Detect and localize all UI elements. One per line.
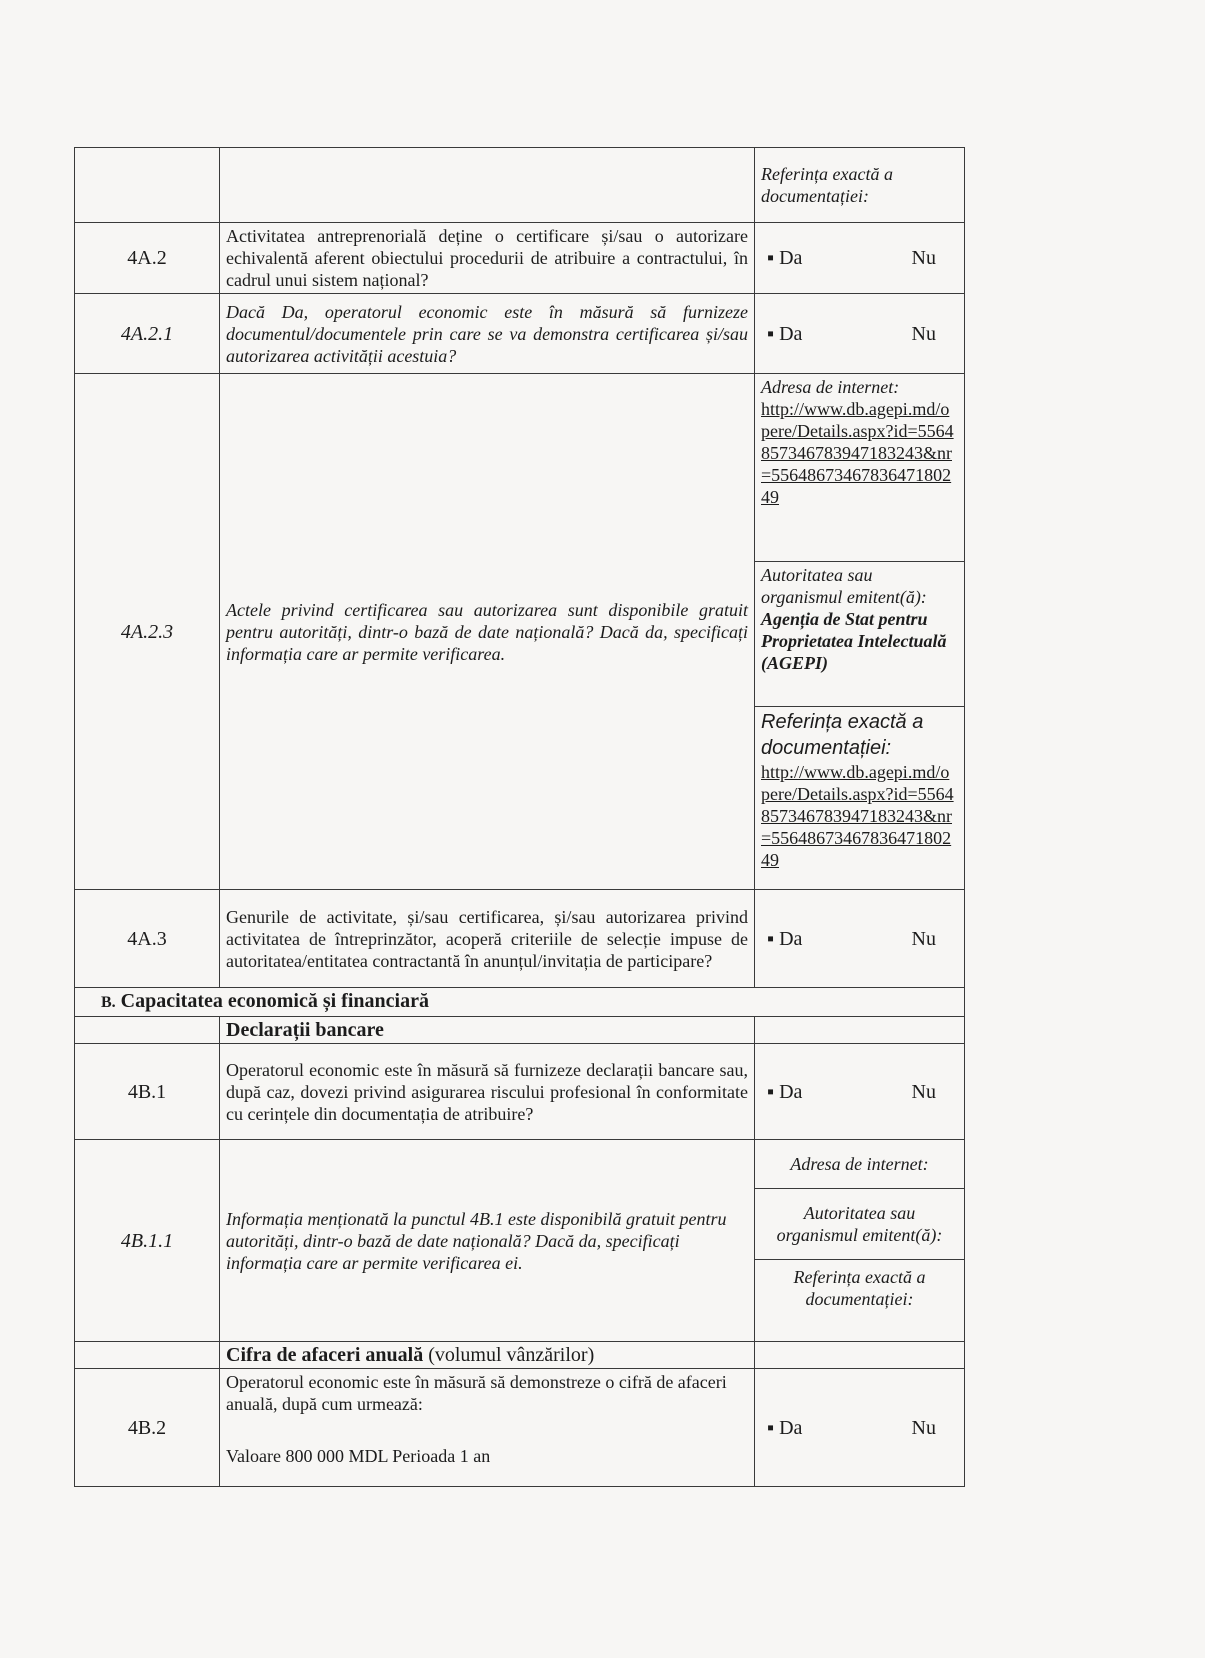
row-question: Informația menționată la punctul 4B.1 este disponibilă gratuit pentru autorități, dintr-o bază de date națională? Dacă da, specificați informația care ar permite verificarea ei. [220,1140,755,1342]
table-row-4b11 [75,1140,965,1189]
yes-option[interactable]: ▪ Da [767,1080,803,1103]
no-option[interactable]: Nu [911,322,936,345]
row-question: Activitatea antreprenorială deține o certificare și/sau o autorizare echivalentă aferent obiectului procedurii de atribuire a contractului, în cadrul unui sistem național? [220,223,755,294]
row-code: 4A.2 [75,223,220,294]
no-option[interactable]: Nu [911,927,936,950]
subsection-title: Cifra de afaceri anuală [226,1344,424,1366]
subsection-row [75,1342,965,1369]
text-cell [220,148,755,223]
issuing-authority-value: Agenția de Stat pentru Proprietatea Intelectuală (AGEPI) [761,609,947,673]
subsection-title: Declarații bancare [220,1017,755,1044]
row-code: 4B.2 [75,1369,220,1487]
issuing-authority-label: Autoritatea sau organismul emitent(ă): [761,565,927,607]
qualification-table [74,147,965,1487]
table-row-4a3 [75,890,965,988]
no-option[interactable]: Nu [911,1416,936,1439]
row-code: 4B.1 [75,1044,220,1140]
row-code: 4B.1.1 [75,1140,220,1342]
row-question: Actele privind certificarea sau autorizarea sunt disponibile gratuit pentru autorități, dintr-o bază de date națională? Dacă da, specificați informația care ar permite verificarea. [220,374,755,890]
yes-option[interactable]: ▪ Da [767,927,803,950]
internet-address-label: Adresa de internet: [761,377,900,397]
row-question: Operatorul economic este în măsură să furnizeze declarații bancare sau, după caz, dovezi privind asigurarea riscului profesional în conformitate cu cerințele din documentația de atribuire? [220,1044,755,1140]
turnover-value: Valoare 800 000 MDL Perioada 1 an [226,1446,491,1466]
row-code: 4A.2.1 [75,294,220,374]
no-option[interactable]: Nu [911,1080,936,1103]
internet-address-link[interactable]: http://www.db.agepi.md/opere/Details.aspx?id=5564857346783947183243&nr=5564867346783647180249 [761,399,954,507]
yes-option[interactable]: ▪ Da [767,247,803,269]
row-question: Genurile de activitate, și/sau certificarea, și/sau autorizarea privind activitatea de întreprinzător, acoperă criteriile de selecție impuse de autoritatea/entitatea contractantă în anunțul/invitația de participare? [220,890,755,988]
table-row-4a2 [75,223,965,294]
table-row-4a21 [75,294,965,374]
internet-address-label: Adresa de internet: [755,1140,965,1189]
subsection-subtitle: (volumul vânzărilor) [428,1344,595,1366]
table-row-4a23 [75,374,965,562]
issuing-authority-label: Autoritatea sau organismul emitent(ă): [755,1189,965,1260]
row-code: 4A.2.3 [75,374,220,890]
table-row-4b2 [75,1369,965,1487]
no-option[interactable]: Nu [911,247,936,269]
yes-option[interactable]: ▪ Da [767,322,803,345]
table-row [75,148,965,223]
reference-label: Referința exactă a documentației: [755,1260,965,1342]
subsection-row [75,1017,965,1044]
code-cell [75,148,220,223]
reference-cell: Referința exactă a documentației: [755,148,965,223]
reference-link[interactable]: http://www.db.agepi.md/opere/Details.aspx?id=5564857346783947183243&nr=5564867346783647180249 [761,762,954,870]
section-b-header [75,988,965,1017]
reference-label: Referința exactă a documentației: [761,711,924,759]
row-code: 4A.3 [75,890,220,988]
row-question: Dacă Da, operatorul economic este în măsură să furnizeze documentul/documentele prin care se va demonstra certificarea și/sau autorizarea activității acestuia? [220,294,755,374]
table-row-4b1 [75,1044,965,1140]
yes-option[interactable]: ▪ Da [767,1416,803,1439]
section-title: Capacitatea economică și financiară [120,990,429,1012]
row-question: Operatorul economic este în măsură să demonstreze o cifră de afaceri anuală, după cum urmează: [226,1372,727,1414]
section-letter: B. [101,994,116,1011]
